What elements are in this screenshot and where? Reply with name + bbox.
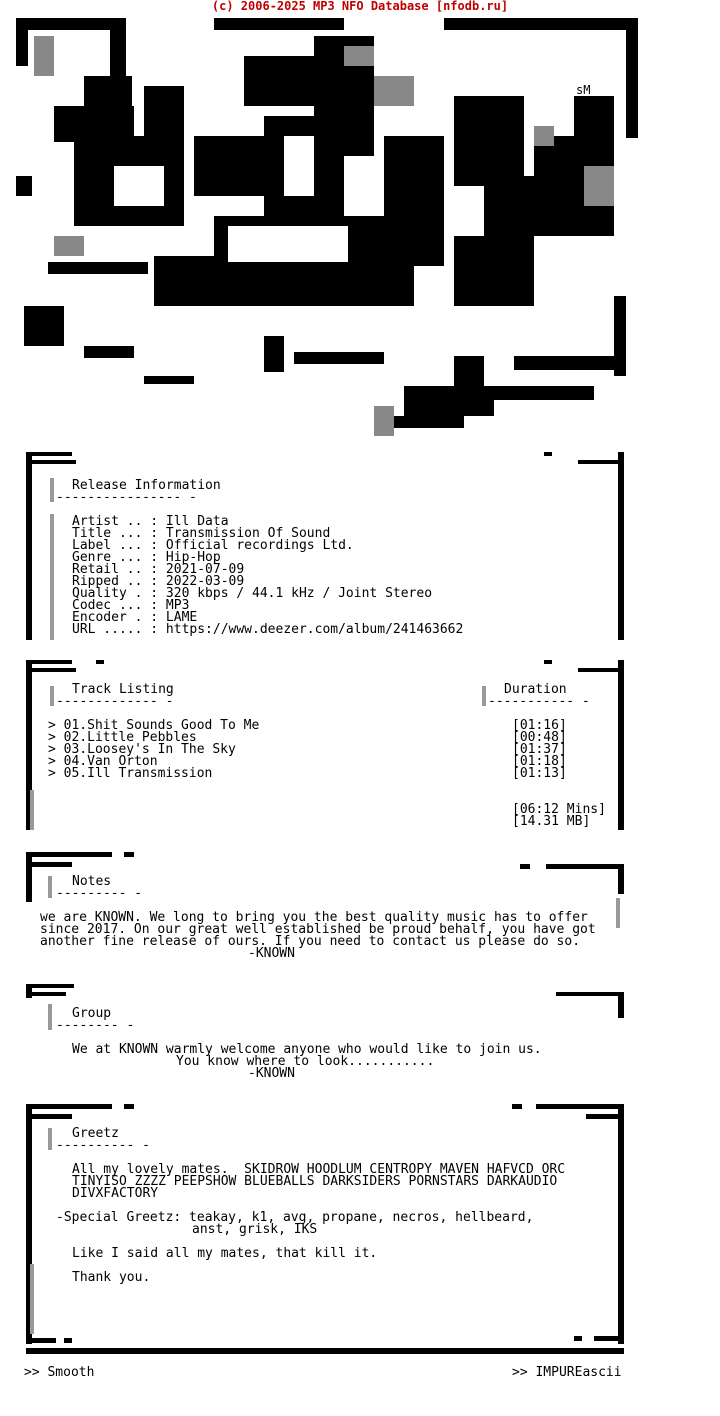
tracks-title: Track Listing xyxy=(72,682,174,697)
greetz-like: Like I said all my mates, that kill it. xyxy=(72,1246,378,1261)
footer-credit-left: >> Smooth xyxy=(24,1365,95,1380)
group-line: You know where to look........... xyxy=(176,1054,435,1069)
notes-line: another fine release of ours. If you need to contact us please do so. xyxy=(40,934,581,949)
notes-sign: -KNOWN xyxy=(248,946,295,961)
group-sign: -KNOWN xyxy=(248,1066,295,1081)
release-title: Release Information xyxy=(72,478,221,493)
special-greetz-cont: anst, grisk, IKS xyxy=(192,1222,318,1237)
track-time: [01:13] xyxy=(512,766,567,781)
track-name: > 03.Loosey's In The Sky xyxy=(48,742,236,757)
logo-signature: sM xyxy=(576,83,591,97)
track-name: > 04.Van Orton xyxy=(48,754,158,769)
greetz-line: TINYISO ZZZZ PEEPSHOW BLUEBALLS DARKSIDERS PORNSTARS DARKAUDIO xyxy=(72,1174,558,1189)
duration-title: Duration xyxy=(504,682,567,697)
notes-underline: --------- - xyxy=(56,886,143,901)
notes-title: Notes xyxy=(72,874,112,889)
release-url: URL ..... : https://www.deezer.com/album/241463662 xyxy=(72,622,464,637)
total-time: [06:12 Mins] xyxy=(512,802,606,817)
total-size: [14.31 MB] xyxy=(512,814,591,829)
track-listing-box xyxy=(26,660,624,830)
release-row: Retail .. : 2021-07-09 xyxy=(72,562,245,577)
track-time: [01:16] xyxy=(512,718,567,733)
copyright-header: (c) 2006-2025 MP3 NFO Database [nfodb.ru] xyxy=(211,0,509,13)
release-row: Encoder . : LAME xyxy=(72,610,198,625)
release-row: Codec ... : MP3 xyxy=(72,598,190,613)
release-row: Title ... : Transmission Of Sound xyxy=(72,526,331,541)
track-time: [01:18] xyxy=(512,754,567,769)
notes-line: we are KNOWN. We long to bring you the best quality music has to offer xyxy=(40,910,588,925)
ascii-art-logo xyxy=(14,16,642,444)
release-row: Quality . : 320 kbps / 44.1 kHz / Joint Stereo xyxy=(72,586,433,601)
group-box xyxy=(26,984,624,1080)
tracks-underline: ------------- - xyxy=(56,694,174,709)
greetz-title: Greetz xyxy=(72,1126,119,1141)
track-name: > 02.Little Pebbles xyxy=(48,730,197,745)
release-row: Label ... : Official recordings Ltd. xyxy=(72,538,354,553)
greetz-underline: ---------- - xyxy=(56,1138,150,1153)
track-name: > 05.Ill Transmission xyxy=(48,766,213,781)
duration-underline: ----------- - xyxy=(488,694,590,709)
greetz-thanks: Thank you. xyxy=(72,1270,151,1285)
footer-credit-right: >> IMPUREascii xyxy=(512,1365,622,1380)
special-greetz: -Special Greetz: teakay, k1, avg, propane, necros, hellbeard, xyxy=(56,1210,534,1225)
greetz-line: DIVXFACTORY xyxy=(72,1186,159,1201)
release-row: Ripped .. : 2022-03-09 xyxy=(72,574,245,589)
release-row: Artist .. : Ill Data xyxy=(72,514,229,529)
notes-box xyxy=(26,852,624,962)
track-name: > 01.Shit Sounds Good To Me xyxy=(48,718,260,733)
greetz-box xyxy=(26,1104,624,1360)
group-underline: -------- - xyxy=(56,1018,135,1033)
track-time: [00:48] xyxy=(512,730,567,745)
release-underline: ---------------- - xyxy=(56,490,197,505)
track-time: [01:37] xyxy=(512,742,567,757)
notes-line: since 2017. On our great well established be proud behalf, you have got xyxy=(40,922,596,937)
release-info-box xyxy=(26,452,624,640)
greetz-line: All my lovely mates. SKIDROW HOODLUM CENTROPY MAVEN HAFVCD ORC xyxy=(72,1162,566,1177)
group-title: Group xyxy=(72,1006,112,1021)
group-line: We at KNOWN warmly welcome anyone who would like to join us. xyxy=(72,1042,542,1057)
release-row: Genre ... : Hip-Hop xyxy=(72,550,221,565)
